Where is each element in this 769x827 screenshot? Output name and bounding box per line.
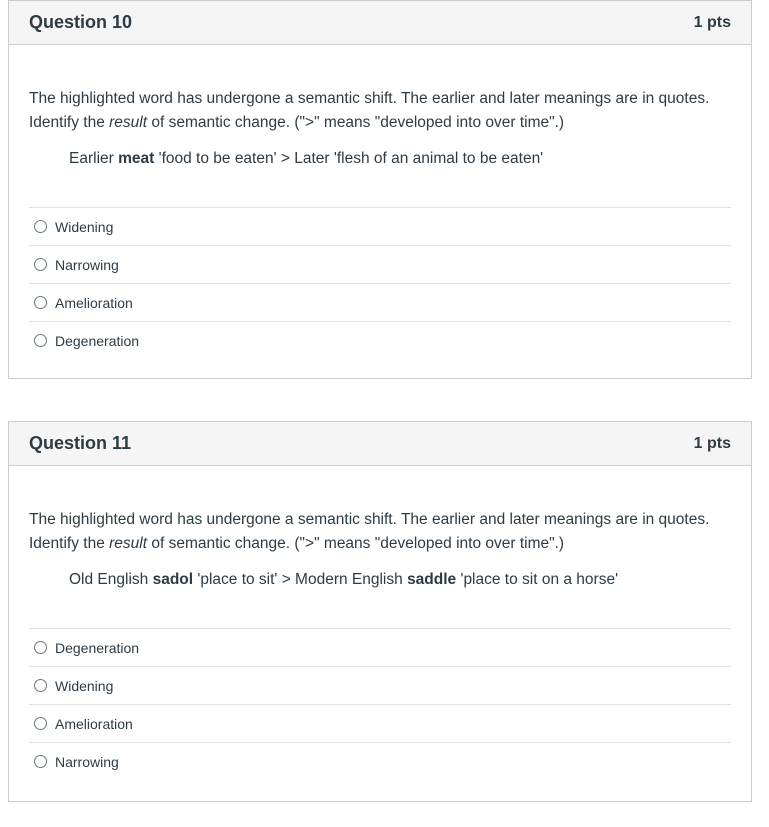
answer-option[interactable] (29, 742, 731, 780)
prompt-text: of semantic change. (">" means "developed into over time".) (147, 535, 565, 552)
question-points: 1 pts (693, 13, 731, 31)
radio-button[interactable] (34, 679, 47, 692)
prompt-text: of semantic change. (">" means "developed into over time".) (147, 114, 565, 131)
question-header (9, 1, 751, 45)
radio-button[interactable] (34, 717, 47, 730)
answer-option[interactable] (29, 628, 731, 666)
question-header (9, 422, 751, 466)
highlighted-word: saddle (407, 571, 457, 588)
question-title: Question 11 (29, 433, 132, 453)
example-text: Earlier (69, 150, 119, 167)
example-text: 'food to be eaten' > Later 'flesh of an animal to be eaten' (154, 150, 544, 167)
prompt-emphasis: result (109, 114, 148, 131)
example-text: 'place to sit' > Modern English (193, 571, 408, 588)
answer-option[interactable] (29, 321, 731, 359)
prompt-text: The highlighted word has undergone a semantic shift. The earlier and later meanings are in quotes. Identify the (29, 511, 710, 552)
question-card (8, 0, 752, 379)
answer-label: Widening (55, 677, 114, 694)
example-text: 'place to sit on a horse' (456, 571, 619, 588)
answer-label: Amelioration (55, 715, 133, 732)
question-points: 1 pts (693, 434, 731, 452)
radio-button[interactable] (34, 334, 47, 347)
radio-button[interactable] (34, 755, 47, 768)
answer-label: Amelioration (55, 294, 133, 311)
answer-option[interactable] (29, 245, 731, 283)
radio-button[interactable] (34, 296, 47, 309)
answer-option[interactable] (29, 666, 731, 704)
answer-label: Widening (55, 218, 114, 235)
radio-button[interactable] (34, 641, 47, 654)
answer-label: Narrowing (55, 753, 119, 770)
question-body (9, 508, 751, 780)
question-prompt (29, 87, 731, 135)
answer-option[interactable] (29, 207, 731, 245)
question-example (29, 568, 731, 592)
highlighted-word: meat (118, 150, 155, 167)
question-title: Question 10 (29, 12, 133, 32)
question-example (29, 147, 731, 171)
prompt-emphasis: result (109, 535, 148, 552)
question-card (8, 421, 752, 802)
answer-list (29, 207, 731, 359)
question-prompt (29, 508, 731, 556)
example-text: Old English (69, 571, 153, 588)
answer-label: Narrowing (55, 256, 119, 273)
answer-option[interactable] (29, 704, 731, 742)
highlighted-word: sadol (152, 571, 194, 588)
answer-label: Degeneration (55, 639, 140, 656)
prompt-text: The highlighted word has undergone a semantic shift. The earlier and later meanings are in quotes. Identify the (29, 90, 710, 131)
answer-option[interactable] (29, 283, 731, 321)
radio-button[interactable] (34, 220, 47, 233)
question-body (9, 87, 751, 359)
answer-list (29, 628, 731, 780)
answer-label: Degeneration (55, 332, 140, 349)
radio-button[interactable] (34, 258, 47, 271)
